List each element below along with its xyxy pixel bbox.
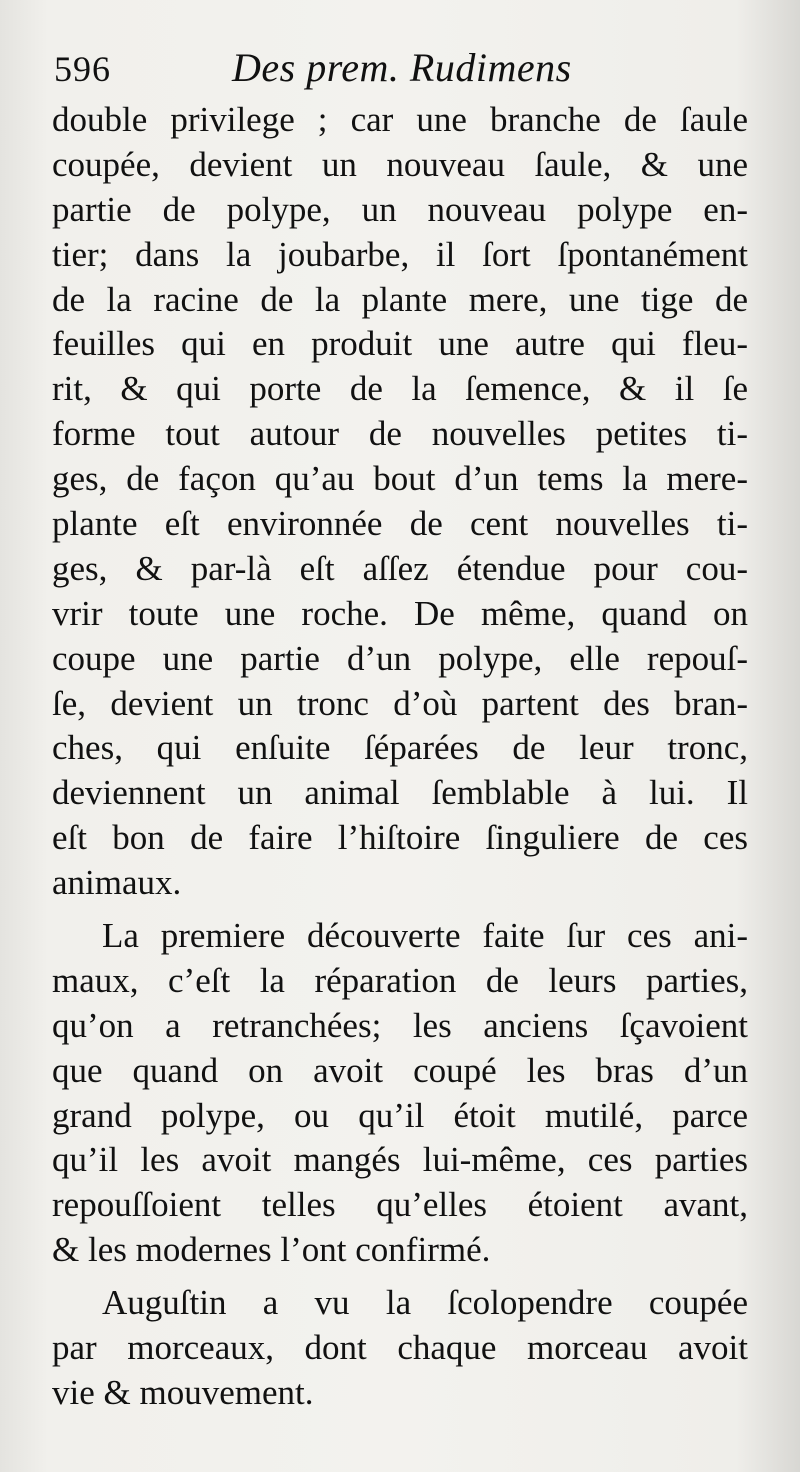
page-number: 596	[54, 49, 111, 89]
running-title: Des prem. Rudimens	[232, 45, 572, 90]
text-line: qu’il les avoit mangés lui-même, ces parties	[52, 1140, 748, 1180]
text-line: forme tout autour de nouvelles petites ti-	[52, 414, 748, 454]
text-line: qu’on a retranchées; les anciens ſçavoient	[52, 1005, 748, 1045]
running-head	[54, 42, 754, 94]
text-line: deviennent un animal ſemblable à lui. Il	[52, 773, 748, 813]
text-line: double privilege ; car une branche de ſaule	[52, 100, 748, 139]
text-line: ges, de façon qu’au bout d’un tems la mere-	[52, 459, 748, 499]
body-text	[52, 98, 748, 1416]
text-line: vrir toute une roche. De même, quand on	[52, 593, 748, 633]
text-line: ſe, devient un tronc d’où partent des bran-	[52, 683, 748, 723]
text-line: repouſſoient telles qu’elles étoient avant,	[52, 1185, 748, 1225]
text-line: ges, & par-là eſt aſſez étendue pour cou-	[52, 548, 748, 588]
text-line: feuilles qui en produit une autre qui fleu-	[52, 324, 748, 364]
text-line: coupée, devient un nouveau ſaule, & une	[52, 144, 748, 184]
text-line: La premiere découverte faite ſur ces ani-	[102, 916, 748, 956]
text-line: rit, & qui porte de la ſemence, & il ſe	[52, 369, 748, 409]
text-line: eſt bon de faire l’hiſtoire ſinguliere de ces	[52, 818, 748, 858]
text-line: maux, c’eſt la réparation de leurs parties,	[52, 960, 748, 1000]
text-line: ches, qui enſuite ſéparées de leur tronc,	[52, 728, 748, 768]
text-line: Auguſtin a vu la ſcolopendre coupée	[102, 1283, 748, 1323]
text-line: grand polype, ou qu’il étoit mutilé, parce	[52, 1095, 748, 1135]
text-line: vie & mouvement.	[52, 1372, 314, 1412]
text-line: de la racine de la plante mere, une tige de	[52, 279, 748, 319]
text-line: que quand on avoit coupé les bras d’un	[52, 1050, 748, 1090]
text-line: plante eſt environnée de cent nouvelles ti-	[52, 504, 748, 544]
text-line: par morceaux, dont chaque morceau avoit	[52, 1328, 748, 1368]
text-line: tier; dans la joubarbe, il ſort ſpontanément	[52, 234, 748, 274]
text-line: animaux.	[52, 863, 182, 903]
paragraph-break	[52, 1273, 748, 1281]
text-line: coupe une partie d’un polype, elle repouſ-	[52, 638, 748, 678]
paragraph-break	[52, 906, 748, 914]
text-line: partie de polype, un nouveau polype en-	[52, 189, 748, 229]
text-line: & les modernes l’ont confirmé.	[52, 1230, 491, 1270]
